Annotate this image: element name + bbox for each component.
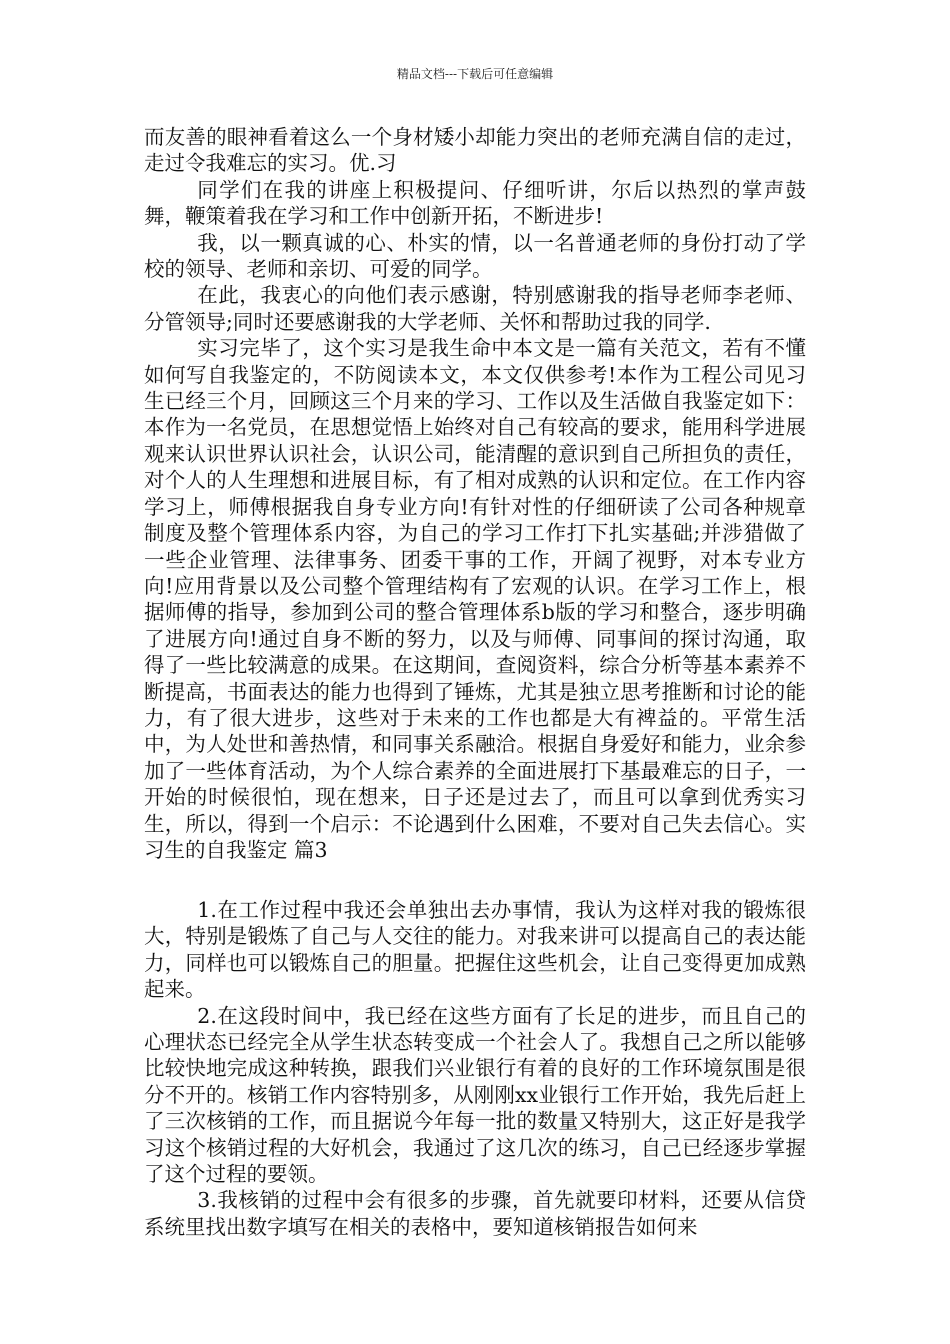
paragraph: 3.我核销的过程中会有很多的步骤，首先就要印材料，还要从信贷系统里找出数字填写在相关的表格中，要知道核销报告如何来	[144, 1188, 806, 1239]
paragraph: 实习完毕了，这个实习是我生命中本文是一篇有关范文，若有不懂如何写自我鉴定的，不防阅读本文，本文仅供参考!本作为工程公司见习生已经三个月，回顾这三个月来的学习、工作以及生活做自我鉴定如下： 本作为一名党员，在思想觉悟上始终对自己有较高的要求，能用科学进展观来认识世界认识社会，认识公司，能清醒的意识到自己所担负的责任，对个人的人生理想和进展目标，有了相对成熟的认识和定位。在工作内容学习上，师傅根据我自身专业方向!有针对性的仔细研读了公司各种规章制度及整个管理体系内容，为自己的学习工作打下扎实基础;并涉猎做了一些企业管理、法律事务、团委干事的工作，开阔了视野，对本专业方向!应用背景以及公司整个管理结构有了宏观的认识。在学习工作上，根据师傅的指导，参加到公司的整合管理体系b版的学习和整合，逐步明确了进展方向!通过自身不断的努力，以及与师傅、同事间的探讨沟通，取得了一些比较满意的成果。在这期间，查阅资料，综合分析等基本素养不断提高，书面表达的能力也得到了锤炼，尤其是独立思考推断和讨论的能力，有了很大进步，这些对于未来的工作也都是大有裨益的。平常生活中，为人处世和善热情，和同事关系融洽。根据自身爱好和能力，业余参加了一些体育活动，为个人综合素养的全面进展打下基最难忘的日子，一开始的时候很怕，现在想来，日子还是过去了，而且可以拿到优秀实习生，所以，得到一个启示：不论遇到什么困难，不要对自己失去信心。实习生的自我鉴定 篇3	[144, 336, 806, 862]
page-header: 精品文档---下载后可任意编辑	[396, 67, 554, 81]
paragraph: 同学们在我的讲座上积极提问、仔细听讲，尔后以热烈的掌声鼓舞，鞭策着我在学习和工作中创新开拓，不断进步!	[144, 177, 806, 229]
paragraph: 2.在这段时间中，我已经在这些方面有了长足的进步，而且自己的心理状态已经完全从学生状态转变成一个社会人了。我想自己之所以能够比较快地完成这种转换，跟我们兴业银行有着的良好的工作环境氛围是很分不开的。核销工作内容特别多，从刚刚xx业银行工作开始，我先后赶上了三次核销的工作，而且据说今年每一批的数量又特别大，这正好是我学习这个核销过程的大好机会，我通过了这几次的练习，自己已经逐步掌握了这个过程的要领。	[144, 1003, 806, 1187]
body-section-2	[144, 897, 806, 1240]
paragraph: 在此，我衷心的向他们表示感谢，特别感谢我的指导老师李老师、分管领导;同时还要感谢我的大学老师、关怀和帮助过我的同学.	[144, 283, 806, 334]
paragraph: 1.在工作过程中我还会单独出去办事情，我认为这样对我的锻炼很大，特别是锻炼了自己与人交往的能力。对我来讲可以提高自己的表达能力，同样也可以锻炼自己的胆量。把握住这些机会，让自己变得更加成熟起来。	[144, 898, 806, 1002]
paragraph: 而友善的眼神看着这么一个身材矮小却能力突出的老师充满自信的走过，走过令我难忘的实习。优.习	[144, 125, 806, 176]
paragraph: 我，以一颗真诚的心、朴实的情，以一名普通老师的身份打动了学校的领导、老师和亲切、可爱的同学。	[144, 230, 806, 282]
body-section-1	[144, 124, 806, 863]
